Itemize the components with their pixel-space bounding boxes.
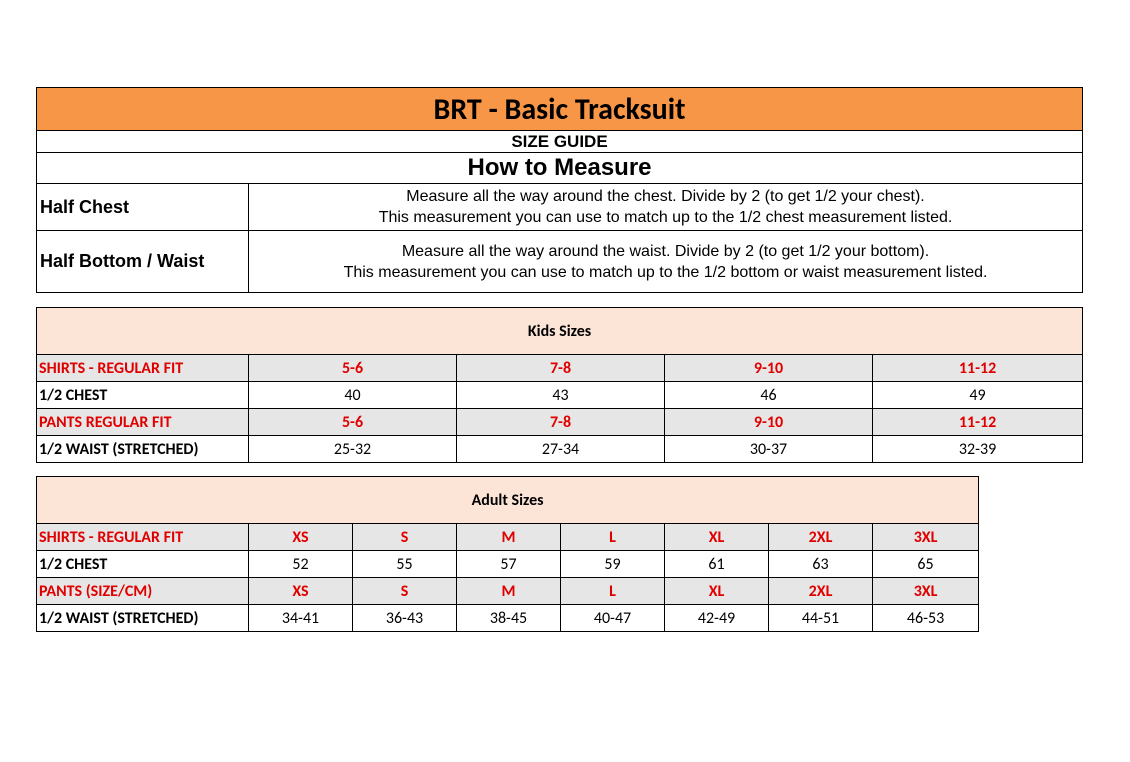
kids-waist-value: 27-34 <box>457 436 665 463</box>
adult-waist-value: 44-51 <box>769 605 873 632</box>
kids-chest-label: 1/2 CHEST <box>37 382 249 409</box>
adult-chest-value: 63 <box>769 551 873 578</box>
adult-waist-label: 1/2 WAIST (STRETCHED) <box>37 605 249 632</box>
adult-sizes-heading: Adult Sizes <box>37 477 979 524</box>
table-row <box>37 355 1083 382</box>
half-chest-line-2: This measurement you can use to match up to the 1/2 chest measurement listed. <box>378 209 953 226</box>
kids-pant-size: 9-10 <box>665 409 873 436</box>
kids-shirt-size: 7-8 <box>457 355 665 382</box>
table-row <box>37 382 1083 409</box>
half-waist-label: Half Bottom / Waist <box>37 231 249 293</box>
adult-waist-value: 34-41 <box>249 605 353 632</box>
kids-pants-label: PANTS REGULAR FIT <box>37 409 249 436</box>
adult-pant-size: XL <box>665 578 769 605</box>
size-guide-subtitle: SIZE GUIDE <box>37 131 1083 153</box>
kids-shirt-size: 5-6 <box>249 355 457 382</box>
adult-chest-value: 52 <box>249 551 353 578</box>
table-row <box>37 605 979 632</box>
adult-size-table <box>36 476 979 632</box>
kids-shirt-size: 11-12 <box>873 355 1083 382</box>
adult-shirts-label: SHIRTS - REGULAR FIT <box>37 524 249 551</box>
kids-pant-size: 5-6 <box>249 409 457 436</box>
adult-waist-value: 40-47 <box>561 605 665 632</box>
adult-waist-value: 46-53 <box>873 605 979 632</box>
adult-shirt-size: S <box>353 524 457 551</box>
half-waist-instructions <box>249 231 1083 293</box>
half-waist-line-1: Measure all the way around the waist. Divide by 2 (to get 1/2 your bottom). <box>401 242 930 260</box>
adult-shirt-size: XL <box>665 524 769 551</box>
kids-shirt-size: 9-10 <box>665 355 873 382</box>
kids-chest-value: 49 <box>873 382 1083 409</box>
adult-chest-value: 55 <box>353 551 457 578</box>
measure-guide-table <box>36 87 1083 293</box>
kids-waist-label: 1/2 WAIST (STRETCHED) <box>37 436 249 463</box>
half-chest-line-1: Measure all the way around the chest. Divide by 2 (to get 1/2 your chest). <box>406 188 925 205</box>
adult-pant-size: XS <box>249 578 353 605</box>
table-row <box>37 551 979 578</box>
adult-shirt-size: 2XL <box>769 524 873 551</box>
table-row <box>37 409 1083 436</box>
kids-waist-value: 25-32 <box>249 436 457 463</box>
adult-chest-value: 65 <box>873 551 979 578</box>
adult-chest-value: 59 <box>561 551 665 578</box>
kids-waist-value: 30-37 <box>665 436 873 463</box>
adult-shirt-size: M <box>457 524 561 551</box>
adult-shirt-size: XS <box>249 524 353 551</box>
adult-pant-size: S <box>353 578 457 605</box>
table-row <box>37 436 1083 463</box>
how-to-measure-heading: How to Measure <box>37 153 1083 184</box>
adult-shirt-size: L <box>561 524 665 551</box>
adult-chest-value: 61 <box>665 551 769 578</box>
half-chest-label: Half Chest <box>37 184 249 231</box>
kids-pant-size: 7-8 <box>457 409 665 436</box>
kids-shirts-label: SHIRTS - REGULAR FIT <box>37 355 249 382</box>
kids-waist-value: 32-39 <box>873 436 1083 463</box>
adult-waist-value: 42-49 <box>665 605 769 632</box>
adult-shirt-size: 3XL <box>873 524 979 551</box>
kids-chest-value: 46 <box>665 382 873 409</box>
kids-chest-value: 43 <box>457 382 665 409</box>
kids-pant-size: 11-12 <box>873 409 1083 436</box>
kids-chest-value: 40 <box>249 382 457 409</box>
adult-pant-size: M <box>457 578 561 605</box>
adult-waist-value: 36-43 <box>353 605 457 632</box>
half-chest-instructions <box>249 184 1083 231</box>
product-title: BRT - Basic Tracksuit <box>37 88 1083 131</box>
adult-pants-label: PANTS (SIZE/CM) <box>37 578 249 605</box>
kids-sizes-heading: Kids Sizes <box>37 308 1083 355</box>
half-waist-line-2: This measurement you can use to match up to the 1/2 bottom or waist measurement listed. <box>343 263 988 281</box>
adult-chest-value: 57 <box>457 551 561 578</box>
kids-size-table <box>36 307 1083 463</box>
adult-waist-value: 38-45 <box>457 605 561 632</box>
adult-chest-label: 1/2 CHEST <box>37 551 249 578</box>
adult-pant-size: 3XL <box>873 578 979 605</box>
adult-pant-size: 2XL <box>769 578 873 605</box>
table-row <box>37 524 979 551</box>
adult-pant-size: L <box>561 578 665 605</box>
table-row <box>37 578 979 605</box>
